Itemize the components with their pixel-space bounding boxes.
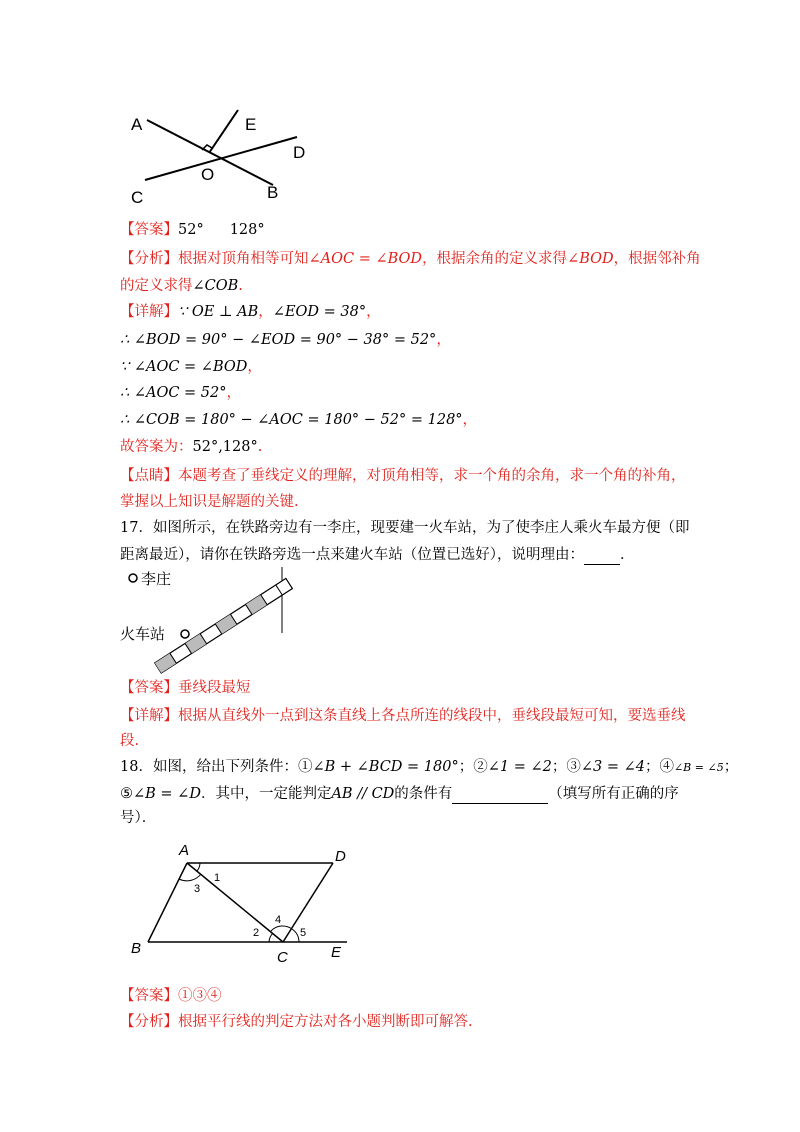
- analysis-tag: 【分析】: [120, 251, 178, 267]
- figure-angles-diagram: [125, 100, 325, 210]
- detail-text: 段.: [120, 733, 140, 749]
- q16-comment-line-2: [120, 492, 299, 512]
- question-text: 17．如图所示，在铁路旁边有一李庄，现要建一火车站，为了使李庄人乘火车最方便（即: [120, 520, 690, 536]
- question-text: ；④: [644, 759, 674, 775]
- label-D: D: [293, 143, 306, 162]
- punct: ，: [258, 304, 273, 320]
- answer-text: ①③④: [178, 988, 222, 1004]
- label-A: A: [131, 115, 143, 134]
- q18-analysis-line: [120, 1012, 473, 1032]
- math-expr: ∠B + ∠BCD = 180°: [312, 759, 459, 775]
- math-expr: ∠B = ∠5: [673, 761, 724, 774]
- analysis-text: ，根据余角的定义求得: [422, 251, 568, 267]
- punct: ，: [247, 359, 262, 375]
- math-expr: ∠3 = ∠4: [580, 759, 645, 775]
- answer-tag: 【答案】: [120, 988, 178, 1004]
- label-E: E: [245, 115, 257, 134]
- math-expr: ∠BOD: [567, 251, 614, 267]
- question-text: 号）．: [120, 810, 157, 826]
- q17-detail-line-1: [120, 706, 686, 726]
- detail-tag: 【详解】: [120, 304, 178, 320]
- q18-answer-line: [120, 986, 222, 1006]
- answer-blank[interactable]: [452, 787, 548, 804]
- analysis-text: .: [238, 278, 243, 294]
- punct: .: [257, 439, 263, 455]
- q17-detail-line-2: [120, 731, 139, 751]
- question-text: （填写所有正确的序: [548, 786, 679, 802]
- question-text: ；②: [458, 759, 488, 775]
- analysis-text: 根据平行线的判定方法对各小题判断即可解答.: [178, 1014, 473, 1030]
- answer-tag: 【答案】: [120, 680, 178, 696]
- vertex-D: D: [335, 848, 346, 865]
- question-text: ⑤: [120, 786, 133, 802]
- angle-label-3: 3: [194, 883, 201, 895]
- math-expr: ∵ ∠AOC = ∠BOD: [120, 359, 248, 375]
- answer-blank[interactable]: [584, 548, 620, 565]
- station-label: 火车站: [120, 626, 166, 643]
- math-expr: ∴ ∠AOC = 52°: [120, 385, 227, 401]
- vertex-A: A: [179, 842, 190, 859]
- punct: ，: [366, 304, 381, 320]
- q17-question-line-1: [120, 518, 689, 538]
- question-text: ；: [723, 759, 739, 775]
- analysis-tag: 【分析】: [120, 1014, 178, 1030]
- q18-question-line-3: [120, 808, 156, 828]
- math-expr: ∵ OE ⊥ AB: [178, 304, 259, 320]
- angle-label-5: 5: [300, 927, 307, 939]
- angle-label-4: 4: [275, 914, 282, 926]
- village-label: 李庄: [141, 571, 172, 588]
- answer-text: 垂线段最短: [178, 680, 251, 696]
- comment-text: 本题考查了垂线定义的理解，对顶角相等，求一个角的余角，求一个角的补角，: [178, 468, 686, 484]
- punct: ．: [620, 547, 635, 563]
- figure-railway-diagram: [120, 565, 300, 680]
- math-expr: ∠EOD = 38°: [272, 304, 367, 320]
- conclusion-text: 故答案为：: [120, 439, 193, 455]
- analysis-text: 根据对顶角相等可知: [178, 251, 309, 267]
- q18-question-line-2: [120, 784, 679, 804]
- analysis-text: 的定义求得: [120, 278, 193, 294]
- punct: ，: [462, 412, 478, 428]
- detail-tag: 【详解】: [120, 708, 178, 724]
- comment-tag: 【点睛】: [120, 468, 178, 484]
- label-B: B: [267, 183, 279, 202]
- q16-detail-line-3: [120, 357, 262, 377]
- q17-question-line-2: [120, 545, 635, 565]
- answer-value-2: 128°: [229, 222, 265, 238]
- question-text: ；③: [551, 759, 581, 775]
- comment-text: 掌握以上知识是解题的关键.: [120, 494, 299, 510]
- math-expr: ∠AOC = ∠BOD: [308, 251, 423, 267]
- q16-detail-line-5: [120, 410, 477, 430]
- math-expr: ∴ ∠COB = 180° − ∠AOC = 180° − 52° = 128°: [120, 412, 463, 428]
- math-expr: ∠1 = ∠2: [487, 759, 552, 775]
- angle-label-2: 2: [253, 927, 260, 939]
- q16-answer-line: [120, 220, 265, 240]
- punct: ，: [436, 332, 451, 348]
- label-C: C: [131, 188, 144, 207]
- math-expr: ∠COB: [192, 278, 239, 294]
- analysis-text: ，根据邻补角: [613, 251, 701, 267]
- question-text: ．其中，一定能判定: [200, 786, 332, 802]
- question-text: 的条件有: [394, 786, 453, 802]
- question-text: 18．如图，给出下列条件：①: [120, 759, 313, 775]
- q16-comment-line-1: [120, 466, 686, 486]
- q16-analysis-line-2: [120, 276, 243, 296]
- math-expr: ∴ ∠BOD = 90° − ∠EOD = 90° − 38° = 52°: [120, 332, 437, 348]
- label-O: O: [201, 165, 215, 184]
- q16-detail-line-2: [120, 330, 451, 350]
- q16-analysis-line-1: [120, 249, 701, 269]
- punct: ，: [226, 385, 242, 401]
- math-expr: AB // CD: [331, 786, 395, 802]
- conclusion-value: 52°,128°: [192, 439, 258, 455]
- math-expr: ∠B = ∠D: [133, 786, 201, 802]
- vertex-B: B: [131, 940, 142, 957]
- angle-label-1: 1: [214, 872, 221, 884]
- detail-text: 根据从直线外一点到这条直线上各点所连的线段中，垂线段最短可知，要选垂线: [178, 708, 686, 724]
- q16-detail-line-1: [120, 302, 381, 322]
- q16-detail-line-4: [120, 383, 241, 403]
- figure-parallel-lines-diagram: [125, 838, 360, 970]
- answer-tag: 【答案】: [120, 222, 178, 238]
- question-text: 距离最近），请你在铁路旁选一点来建火车站（位置已选好），说明理由：: [120, 547, 584, 563]
- q18-question-line-1: [120, 757, 738, 778]
- q17-answer-line: [120, 678, 251, 698]
- q16-conclusion-line: [120, 437, 262, 457]
- answer-value-1: 52°: [178, 222, 204, 238]
- vertex-E: E: [331, 944, 342, 961]
- vertex-C: C: [277, 949, 288, 966]
